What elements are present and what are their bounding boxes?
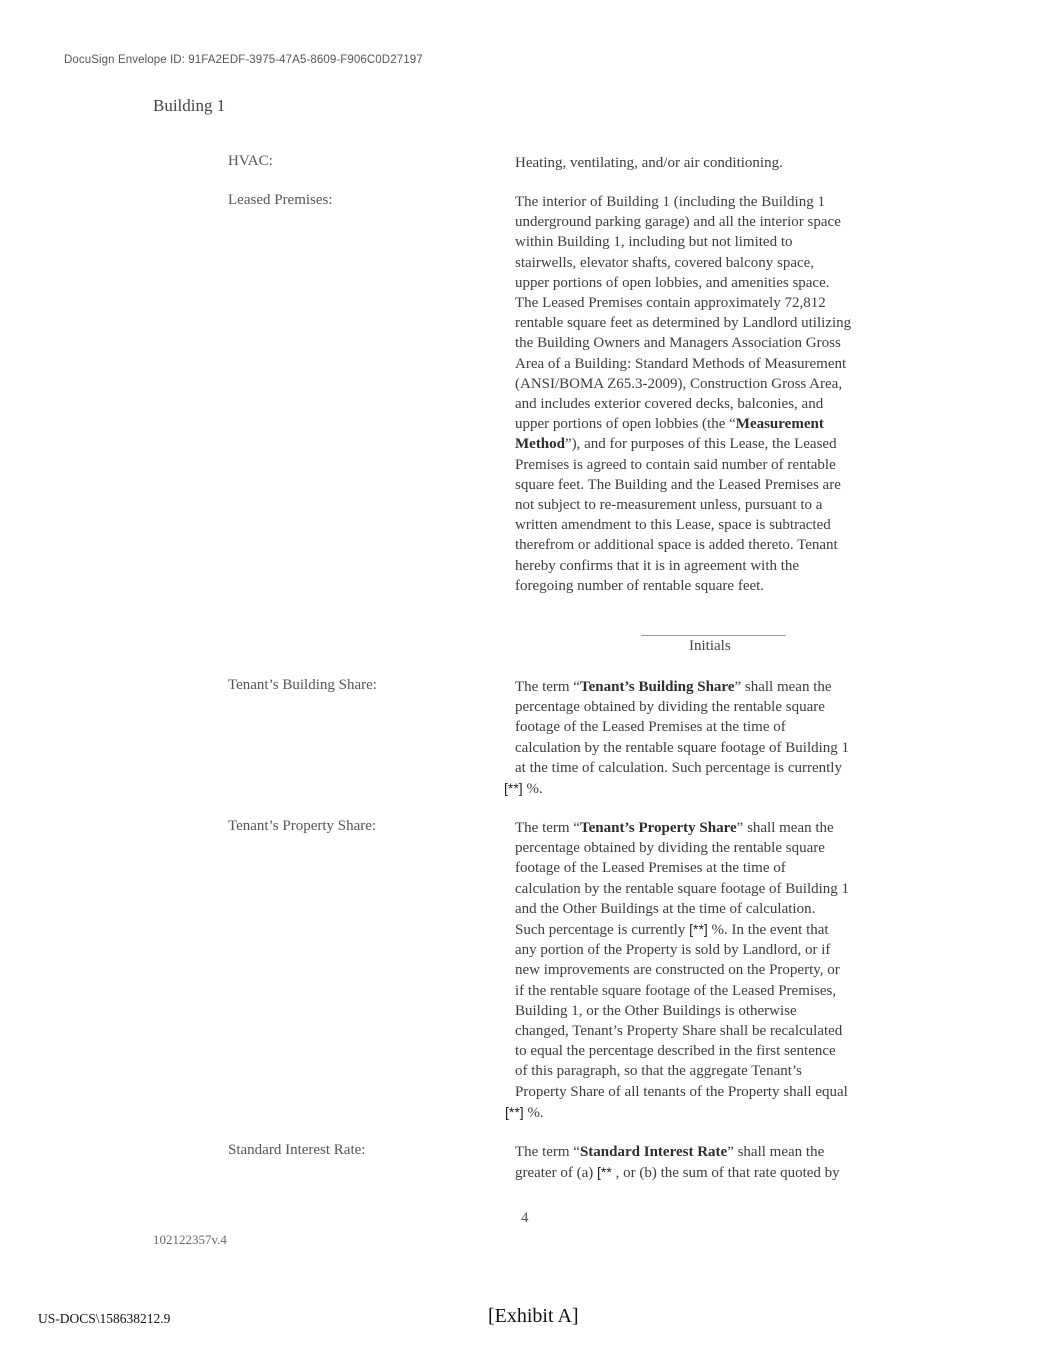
text-run: upper portions of open lobbies (the “ xyxy=(515,416,736,433)
definition-line: upper portions of open lobbies, and amenities space. xyxy=(515,274,830,291)
definition-line: new improvements are constructed on the Property, or xyxy=(515,962,840,979)
text-run: %. xyxy=(522,781,543,798)
definition-line: (ANSI/BOMA Z65.3-2009), Construction Gross Area, xyxy=(515,375,843,392)
definition-line: changed, Tenant’s Property Share shall be recalculated xyxy=(515,1023,843,1040)
definition-line: Building 1, or the Other Buildings is otherwise xyxy=(515,1002,797,1019)
defined-term: Tenant’s Building Share xyxy=(579,679,735,695)
text-run: %. In the event that xyxy=(707,922,829,939)
definition-line: any portion of the Property is sold by Landlord, or if xyxy=(515,942,831,959)
definition-line: of this paragraph, so that the aggregate Tenant’s xyxy=(515,1063,802,1080)
definition-line: and the Other Buildings at the time of calculation. xyxy=(515,900,816,917)
page-number: 4 xyxy=(521,1210,529,1226)
redaction-marker: [**] xyxy=(504,780,523,797)
definition-line xyxy=(515,677,915,697)
document-id: 102122357v.4 xyxy=(153,1232,227,1247)
text-run: The term “ xyxy=(515,1144,580,1160)
definition-hvac xyxy=(515,153,915,173)
section-title: Building 1 xyxy=(153,96,226,115)
definition-line: The interior of Building 1 (including the Building 1 xyxy=(515,194,825,210)
definition-line: calculation by the rentable square footage of Building 1 xyxy=(515,880,850,897)
us-docs-id: US-DOCS\158638212.9 xyxy=(38,1311,171,1326)
definition-line: the Building Owners and Managers Association Gross xyxy=(515,335,841,352)
definition-line xyxy=(504,778,915,799)
definition-line: footage of the Leased Premises at the time of xyxy=(515,719,786,736)
text-run: ” shall mean the xyxy=(736,820,834,836)
definition-line: written amendment to this Lease, space is subtracted xyxy=(515,517,831,534)
text-run: The term “ xyxy=(515,679,580,695)
definition-tenants-building-share xyxy=(504,677,915,799)
definition-line xyxy=(515,1142,915,1162)
definition-line: at the time of calculation. Such percentage is currently xyxy=(515,759,842,776)
definition-line: hereby confirms that it is in agreement with the xyxy=(515,557,800,574)
defined-term: Tenant’s Property Share xyxy=(579,820,737,836)
definition-line xyxy=(515,919,915,940)
definition-tenants-property-share xyxy=(505,818,915,1123)
definition-leased-premises xyxy=(515,192,915,596)
initials-label: Initials xyxy=(689,638,731,654)
definition-line: within Building 1, including but not limited to xyxy=(515,234,793,251)
definition-line xyxy=(515,818,915,838)
definition-line: therefrom or additional space is added thereto. Tenant xyxy=(515,537,838,554)
definition-line xyxy=(505,1102,915,1123)
definition-line: footage of the Leased Premises at the time of xyxy=(515,860,786,877)
definition-line xyxy=(515,414,915,434)
definition-line: The Leased Premises contain approximately 72,812 xyxy=(515,295,826,312)
definition-line: Property Share of all tenants of the Property shall equal xyxy=(515,1083,848,1100)
docusign-envelope-id: DocuSign Envelope ID: 91FA2EDF-3975-47A5-8609-F906C0D27197 xyxy=(64,54,423,66)
definition-line: square feet. The Building and the Leased Premises are xyxy=(515,476,841,493)
definition-line xyxy=(515,434,915,454)
redaction-marker: [** xyxy=(597,1164,612,1181)
text-run: Such percentage is currently xyxy=(515,922,690,939)
definition-line: underground parking garage) and all the interior space xyxy=(515,214,841,231)
exhibit-label: [Exhibit A] xyxy=(488,1305,579,1327)
definition-line: Area of a Building: Standard Methods of Measurement xyxy=(515,355,847,372)
definition-line: and includes exterior covered decks, balconies, and xyxy=(515,396,824,413)
text-run: The term “ xyxy=(515,820,580,836)
term-leased-premises: Leased Premises: xyxy=(228,192,333,208)
text-run: , or (b) the sum of that rate quoted by xyxy=(611,1165,840,1182)
term-tenants-property-share: Tenant’s Property Share: xyxy=(228,818,377,834)
definition-line: stairwells, elevator shafts, covered balcony space, xyxy=(515,254,815,271)
text-run: ” shall mean the xyxy=(734,679,832,695)
definition-line: Premises is agreed to contain said number of rentable xyxy=(515,456,836,473)
definition-line: foregoing number of rentable square feet. xyxy=(515,577,765,594)
definition-line: Heating, ventilating, and/or air conditioning. xyxy=(515,155,783,171)
definition-standard-interest-rate xyxy=(515,1142,915,1183)
redaction-marker: [**] xyxy=(689,921,708,938)
text-run: ”), and for purposes of this Lease, the Leased xyxy=(565,436,837,453)
text-run: greater of (a) xyxy=(515,1165,598,1182)
definition-line: percentage obtained by dividing the rentable square xyxy=(515,840,825,857)
definition-line: not subject to re-measurement unless, pursuant to a xyxy=(515,497,823,514)
defined-term: Standard Interest Rate xyxy=(579,1144,728,1160)
definition-line: percentage obtained by dividing the rentable square xyxy=(515,699,825,716)
definition-line xyxy=(515,1162,915,1183)
defined-term: Method xyxy=(515,436,565,453)
definition-line: if the rentable square footage of the Leased Premises, xyxy=(515,982,837,999)
definition-line: to equal the percentage described in the first sentence xyxy=(515,1043,836,1060)
initials-signature-line xyxy=(641,635,786,636)
text-run: ” shall mean the xyxy=(727,1144,825,1160)
term-standard-interest-rate: Standard Interest Rate: xyxy=(228,1142,366,1158)
text-run: %. xyxy=(523,1104,544,1121)
term-tenants-building-share: Tenant’s Building Share: xyxy=(228,677,377,693)
definition-line: rentable square feet as determined by Landlord utilizing xyxy=(515,315,852,332)
definition-line: calculation by the rentable square footage of Building 1 xyxy=(515,739,850,756)
term-hvac: HVAC: xyxy=(228,153,273,169)
redaction-marker: [**] xyxy=(505,1103,524,1120)
defined-term: Measurement xyxy=(735,416,824,433)
